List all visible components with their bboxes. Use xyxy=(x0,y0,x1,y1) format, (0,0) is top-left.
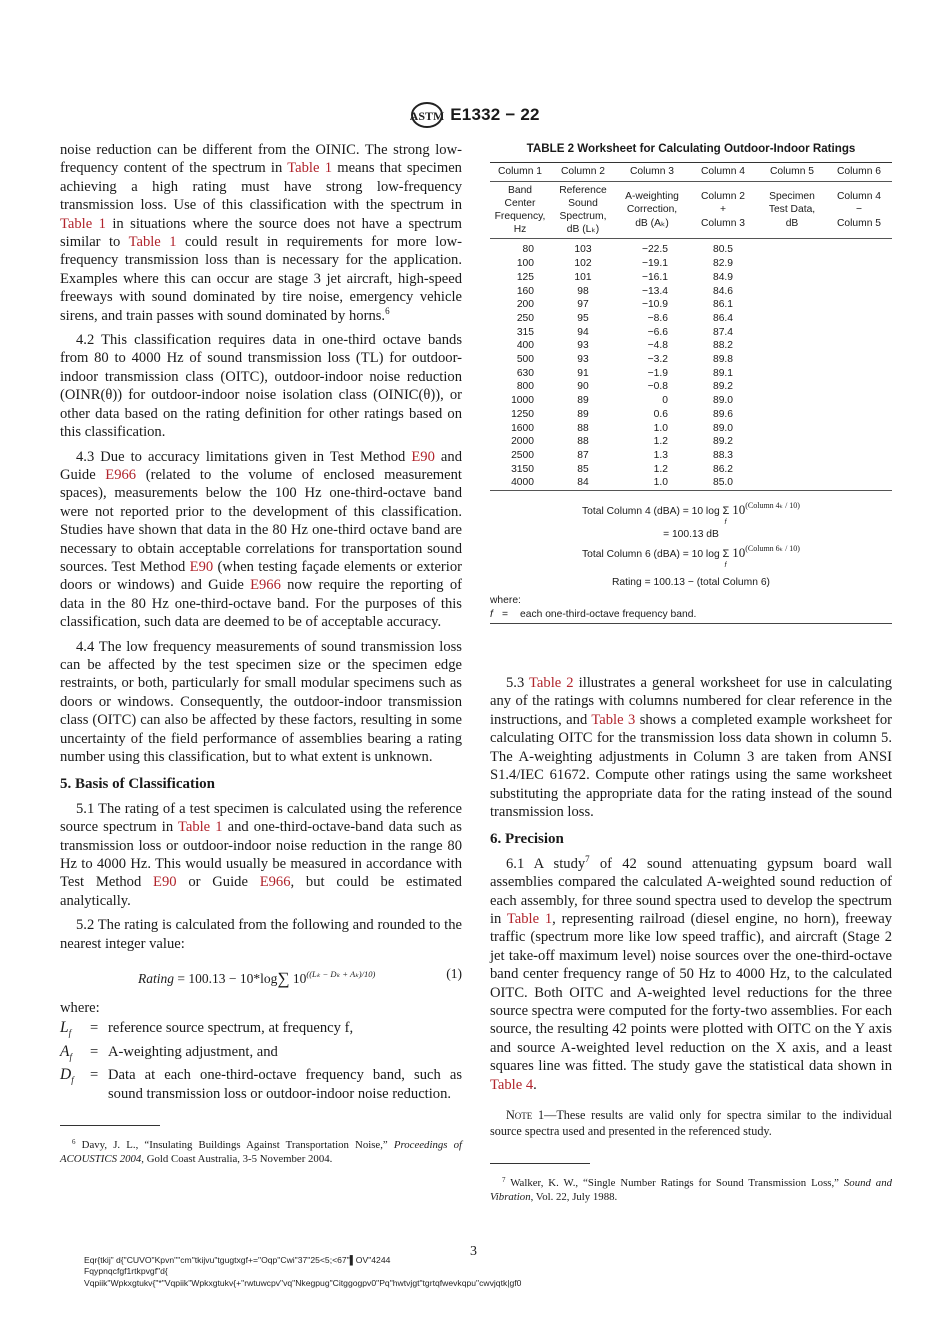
table-cell-column-4: 86.2 xyxy=(712,463,734,475)
svg-text:ASTM: ASTM xyxy=(410,109,445,123)
table-row xyxy=(490,408,892,422)
table-row xyxy=(490,422,892,436)
paragraph-5-1: 5.1 The rating of a test specimen is calculated using the reference source spectrum in Table 1 and one-third-octave-band data such as transmission loss or outdoor-indoor noise reduction in the range 80 Hz to 4000 Hz. This would usually be measured in accordance with Test Method E90 or Guide E966, but could be estimated analytically. xyxy=(60,800,462,909)
table-cell-column-5 xyxy=(758,463,826,477)
table-cell-column-3: 1.0 xyxy=(653,422,668,434)
rating-equation: Rating = 100.13 − 10*log∑ $10^{((L_k - D_k + A_k)/10)}$ (1) xyxy=(138,966,462,989)
worksheet-body xyxy=(490,239,892,491)
table-cell-column-2: 84 xyxy=(550,476,616,490)
table-2-link[interactable]: Table 2 xyxy=(529,675,574,692)
table-cell-column-2: 95 xyxy=(577,312,589,324)
e90-link[interactable]: E90 xyxy=(153,874,177,891)
table-row xyxy=(490,449,892,463)
table-cell-column-1: 630 xyxy=(516,367,534,379)
table-cell-column-3: 0.6 xyxy=(653,408,668,420)
table-1-link[interactable]: Table 1 xyxy=(177,819,223,836)
table-row xyxy=(490,239,892,257)
table-cell-column-5 xyxy=(758,298,826,312)
table-cell-column-5 xyxy=(758,257,826,271)
paragraph-intro: noise reduction can be different from the OINIC. The strong low-frequency content of the spectrum in Table 1 means that specimen achieving a high rating must have strong low-frequency transmission loss. Use of this classification with the spectrum in Table 1 in situations where the source does not have a spectrum similar to Table 1 could result in requirements for more low-frequency transmission loss than is necessary for the application. Examples where this can occur are stage 3 jet aircraft, high-speed freeways with sound dominated by tire noise, emergency vehicle sirens, and train passes with sound dominated by horns.$^6$ xyxy=(60,142,463,324)
e90-link[interactable]: E90 xyxy=(411,448,435,465)
table-cell-column-1: 315 xyxy=(516,326,534,338)
table-2-title: TABLE 2 Worksheet for Calculating Outdoor-Indoor Ratings xyxy=(526,142,856,155)
worksheet-formulas xyxy=(490,499,892,590)
table-cell-column-4: 89.2 xyxy=(712,436,734,448)
table-cell-column-6 xyxy=(826,353,892,367)
table-cell-column-2: 94 xyxy=(577,326,589,338)
paragraph-4-2: 4.2 This classification requires data in one-third octave bands from 80 to 4000 Hz of sound transmission loss (TL) for outdoor-indoor transmission class (OITC), outdoor-indoor noise reduction (OINR(θ)) for outdoor-indoor noise isolation class (OINIC(θ)), or other data based on the rating definition for other ratings based on this classification. xyxy=(60,332,462,441)
table-cell-column-3: −13.4 xyxy=(641,285,668,297)
table-cell-column-5 xyxy=(758,408,826,422)
table-1-link[interactable]: Table 1 xyxy=(128,234,177,251)
table-row xyxy=(490,339,892,353)
table-cell-column-5 xyxy=(758,285,826,299)
table-row xyxy=(490,285,892,299)
table-cell-column-6 xyxy=(826,312,892,326)
table-cell-column-6 xyxy=(826,408,892,422)
table-cell-column-6 xyxy=(826,285,892,299)
column-number-row: Column 1 Column 2 Column 3 Column 4 Column 5 Column 6 xyxy=(490,163,892,181)
table-row xyxy=(490,435,892,449)
paragraph-6-1: 6.1 A study$^7$ of 42 sound attenuating gypsum board wall assemblies compared the calculated A-weighted sound reduction of each assembly, for three sound spectra used to develop the spectrum in Table 1, representing railroad (diesel engine, no horn), freeway traffic (spectrum more like low speed traffic), and aircraft (Stage 2 jet take-off maximum level) noise sources over the one-third-octave band center frequency range of 50 Hz to 4000 Hz, to the calculated OITC. Both OITC and A-weighted level reductions for the three source spectra were computed for the forty-two assemblies. For each source, the resulting 42 points were plotted with OITC on the Y axis and source A-weighted level reduction on the X axis, and a least squares line was fitted. The study gave the statistical data shown in Table 4. xyxy=(490,853,893,1093)
table-cell-column-5 xyxy=(758,339,826,353)
table-row xyxy=(490,326,892,340)
table-cell-column-1: 3150 xyxy=(511,463,534,475)
table-cell-column-6 xyxy=(826,239,892,257)
table-cell-column-5 xyxy=(758,380,826,394)
table-cell-column-2: 103 xyxy=(574,244,592,256)
table-cell-column-2: 93 xyxy=(577,340,589,352)
table-cell-column-4: 86.1 xyxy=(712,299,734,311)
table-cell-column-1: 1000 xyxy=(511,395,534,407)
worksheet-table xyxy=(490,162,892,491)
footnote-divider xyxy=(490,1163,590,1164)
table-cell-column-1: 125 xyxy=(516,271,534,283)
table-cell-column-4: 84.9 xyxy=(712,271,734,283)
table-cell-column-5 xyxy=(758,239,826,257)
table-cell-column-3: 1.3 xyxy=(653,449,668,461)
table-cell-column-1: 400 xyxy=(516,340,534,352)
column-description-row: Band Center Frequency, Hz Reference Sound Spectrum, dB (Lₖ) A-weighting Correction, dB (Aₖ) Column 2 + Column 3 Specimen Test Data, dB Column 4 − Column 5 xyxy=(490,181,892,239)
table-row xyxy=(490,367,892,381)
table-cell-column-3: −1.9 xyxy=(647,367,668,379)
table-cell-column-6 xyxy=(826,476,892,490)
table-row xyxy=(490,271,892,285)
astm-logo-icon xyxy=(410,101,444,129)
paragraph-5-3: 5.3 Table 2 illustrates a general worksheet for use in calculating any of the ratings with columns numbered for clear reference in the instructions, and Table 3 shows a completed example worksheet for calculating OITC for the transmission loss data shown in column 5. The A-weighting adjustments in Column 3 are taken from ANSI S1.4/IEC 61672. Compute other ratings using the same worksheet substituting the appropriate data for the rating instead of the sound transmission loss. xyxy=(490,675,892,820)
table-cell-column-2: 97 xyxy=(577,299,589,311)
right-column xyxy=(490,141,892,1204)
license-watermark: Eqr{tkij” d{"CUVO"Kpvn""cm"tkijvu"tgugtxgf+="Oqp"Cwi"37"25<5;<67"▌OV"4244 Fqypnqcfgf1rtkpvgf"d{ Vqpiik"Wpkxgtukv{"*"Vqpiik"Wpkxgtukv{+"rwtuwcpv"vq"Nkegpug"Citggogpv0"Pq"hwtvjgt"tgrtqfwevkqpu"cwvjqtk|gf0 xyxy=(84,1255,522,1288)
table-cell-column-3: 1.0 xyxy=(616,476,688,490)
formula-total-column-6: Total Column 6 (dBA) = 10 log Σ f $10^{(Column 6_k / 10)}$ xyxy=(582,544,800,570)
table-cell-column-4: 86.4 xyxy=(712,312,734,324)
table-cell-column-5 xyxy=(758,476,826,490)
note-1: Note 1—These results are valid only for spectra similar to the individual source spectra used and presented in the referenced study. xyxy=(490,1108,892,1138)
table-cell-column-1: 160 xyxy=(516,285,534,297)
table-cell-column-1: 500 xyxy=(516,354,534,366)
formula-rating: Rating = 100.13 − (total Column 6) xyxy=(612,577,770,589)
table-cell-column-2: 89 xyxy=(577,408,589,420)
table-cell-column-5 xyxy=(758,353,826,367)
table-cell-column-2: 101 xyxy=(574,271,592,283)
table-cell-column-1: 800 xyxy=(516,381,534,393)
table-cell-column-3: −22.5 xyxy=(641,244,668,256)
table-cell-column-2: 85 xyxy=(577,463,589,475)
table-cell-column-2: 93 xyxy=(577,354,589,366)
table-cell-column-4: 82.9 xyxy=(712,258,734,270)
page-number: 3 xyxy=(470,1244,477,1259)
where-label: where: xyxy=(60,1000,100,1017)
table-row xyxy=(490,463,892,477)
paragraph-5-2: 5.2 The rating is calculated from the following and rounded to the nearest integer value: xyxy=(60,917,462,952)
table-cell-column-5 xyxy=(758,312,826,326)
equation-lhs: Rating xyxy=(138,971,174,987)
table-cell-column-6 xyxy=(826,394,892,408)
document-id: E1332 − 22 xyxy=(450,105,540,124)
table-cell-column-4: 89.6 xyxy=(712,408,734,420)
paragraph-4-3: 4.3 Due to accuracy limitations given in Test Method E90 and Guide E966 (related to the volume of enclosed measurement spaces), measurements below the 100 Hz one-third-octave band were not reported prior to the development of this classification. Studies have shown that data in the 80 Hz one-third octave band are necessary to obtain acceptable correlations for transportation sound sources. Test Method E90 (when testing façade elements or exterior doors or windows) and Guide E966 now require the reporting of data in the 80 Hz one-third-octave band. For the purposes of this classification, such data are deemed to be of acceptable accuracy. xyxy=(60,448,462,631)
table-cell-column-6 xyxy=(826,367,892,381)
table-cell-column-2: 98 xyxy=(577,285,589,297)
table-cell-column-4: 89.0 xyxy=(712,422,734,434)
table-cell-column-6 xyxy=(826,271,892,285)
table-cell-column-3: 0 xyxy=(662,395,668,407)
table-cell-column-5 xyxy=(758,422,826,436)
table-cell-column-2: 88 xyxy=(577,422,589,434)
e966-link[interactable]: E966 xyxy=(105,466,137,483)
footnote-ref-6[interactable]: 6 xyxy=(385,305,390,316)
formula-total-column-4: Total Column 4 (dBA) = 10 log Σ f $10^{(Column 4_k / 10)}$ xyxy=(582,501,800,527)
definition-lf: $L_f$ = reference source spectrum, at frequency f, xyxy=(60,1019,354,1039)
table-cell-column-4: 89.0 xyxy=(712,395,734,407)
table-cell-column-4: 84.6 xyxy=(712,285,734,297)
table-row xyxy=(490,380,892,394)
table-row xyxy=(490,476,892,490)
table-1-link[interactable]: Table 1 xyxy=(506,910,553,927)
table-cell-column-2: 89 xyxy=(577,395,589,407)
table-cell-column-5 xyxy=(758,271,826,285)
table-cell-column-1: 1250 xyxy=(511,408,534,420)
table-cell-column-6 xyxy=(826,298,892,312)
table-cell-column-5 xyxy=(758,449,826,463)
table-cell-column-3: 1.2 xyxy=(653,463,668,475)
e966-link[interactable]: E966 xyxy=(250,577,281,594)
e90-link[interactable]: E90 xyxy=(189,558,214,575)
table-cell-column-4: 89.1 xyxy=(712,367,734,379)
table-cell-column-1: 2000 xyxy=(511,436,534,448)
definition-df: $D_f$ = Data at each one-third-octave frequency band, such as sound transmission loss or outdoor-indoor noise reduction. xyxy=(60,1066,462,1102)
table-cell-column-1: 80 xyxy=(522,244,534,256)
table-cell-column-4: 87.4 xyxy=(712,326,734,338)
paragraph-4-4: 4.4 The low frequency measurements of sound transmission loss can be affected by the test specimen size or the specimen edge restraints, or both, particularly for small modular specimens such as doors or windows. Consequently, the outdoor-indoor transmission class (OITC) can also be affected by these factors, resulting in some uncertainty of the field performance of assemblies bearing a rating number using this classification, but to what extent is unknown. xyxy=(60,638,462,765)
table-cell-column-1: 1600 xyxy=(511,422,534,434)
table-cell-column-4: 89.2 xyxy=(712,381,734,393)
table-cell-column-4: 80.5 xyxy=(712,244,734,256)
table-3-link[interactable]: Table 3 xyxy=(591,711,636,728)
formula-total-column-4-result: = 100.13 dB xyxy=(663,529,719,541)
section-6-heading: 6. Precision xyxy=(490,831,564,848)
table-row xyxy=(490,353,892,367)
definition-af: $A_f$ = A-weighting adjustment, and xyxy=(60,1042,278,1063)
table-cell-column-6 xyxy=(826,422,892,436)
table-cell-column-1: 200 xyxy=(516,299,534,311)
table-cell-column-6 xyxy=(826,326,892,340)
table-cell-column-6 xyxy=(826,380,892,394)
footnote-divider xyxy=(60,1125,160,1126)
section-5-heading: 5. Basis of Classification xyxy=(60,776,216,793)
footnote-6: $^6$ Davy, J. L., “Insulating Buildings Against Transportation Noise,” Proceedings of ACOUSTICS 2004, Gold Coast Australia, 3-5 November 2004. xyxy=(60,1138,463,1166)
table-where-block: where: f = each one-third-octave frequency band. xyxy=(490,594,892,624)
table-cell-column-5 xyxy=(758,394,826,408)
table-row xyxy=(490,394,892,408)
table-cell-column-1: 2500 xyxy=(511,449,534,461)
table-cell-column-3: 1.2 xyxy=(653,436,668,448)
table-cell-column-6 xyxy=(826,339,892,353)
table-cell-column-4: 88.2 xyxy=(712,340,734,352)
table-cell-column-4: 89.8 xyxy=(712,354,734,366)
table-row xyxy=(490,312,892,326)
left-column xyxy=(60,141,462,1166)
table-cell-column-3: −10.9 xyxy=(641,299,668,311)
table-cell-column-3: −19.1 xyxy=(641,258,668,270)
equation-number: (1) xyxy=(446,966,462,982)
table-cell-column-6 xyxy=(826,463,892,477)
table-cell-column-3: −4.8 xyxy=(647,340,668,352)
e966-link[interactable]: E966 xyxy=(259,874,291,891)
table-cell-column-4: 85.0 xyxy=(688,476,758,490)
table-cell-column-5 xyxy=(758,326,826,340)
table-4-link[interactable]: Table 4 xyxy=(490,1076,534,1093)
table-cell-column-2: 87 xyxy=(577,449,589,461)
table-cell-column-3: −0.8 xyxy=(647,381,668,393)
table-1-link[interactable]: Table 1 xyxy=(287,160,332,177)
sigma-symbol: ∑ xyxy=(277,969,290,989)
table-cell-column-1: 100 xyxy=(516,258,534,270)
table-1-link[interactable]: Table 1 xyxy=(60,215,106,232)
table-cell-column-6 xyxy=(826,449,892,463)
table-cell-column-2: 88 xyxy=(577,436,589,448)
table-cell-column-2: 102 xyxy=(574,258,592,270)
table-cell-column-3: −8.6 xyxy=(647,312,668,324)
table-row xyxy=(490,257,892,271)
table-cell-column-6 xyxy=(826,435,892,449)
table-cell-column-1: 250 xyxy=(516,312,534,324)
footnote-ref-7[interactable]: 7 xyxy=(585,853,590,864)
table-cell-column-5 xyxy=(758,367,826,381)
table-row xyxy=(490,298,892,312)
table-cell-column-4: 88.3 xyxy=(712,449,734,461)
table-cell-column-6 xyxy=(826,257,892,271)
table-cell-column-1: 4000 xyxy=(490,476,550,490)
table-cell-column-3: −6.6 xyxy=(647,326,668,338)
page-header xyxy=(0,101,950,129)
table-cell-column-5 xyxy=(758,435,826,449)
definitions-list xyxy=(60,1019,462,1103)
equation-exponent: ((Lₖ − Dₖ + Aₖ)/10) xyxy=(306,969,376,980)
footnote-7: $^7$ Walker, K. W., “Single Number Ratings for Sound Transmission Loss,” Sound and Vibration, Vol. 22, July 1988. xyxy=(490,1176,892,1204)
table-cell-column-2: 90 xyxy=(577,381,589,393)
table-cell-column-3: −16.1 xyxy=(641,271,668,283)
table-cell-column-3: −3.2 xyxy=(647,354,668,366)
table-cell-column-2: 91 xyxy=(577,367,589,379)
